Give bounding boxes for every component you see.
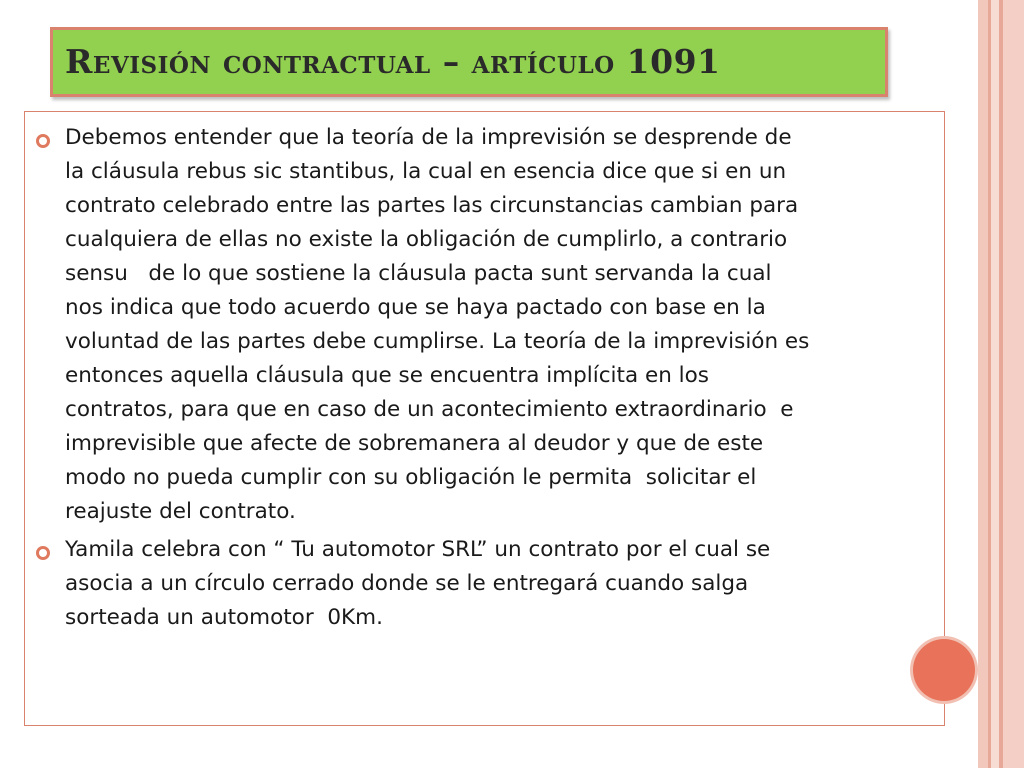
slide-title-banner bbox=[50, 27, 888, 97]
bullet-text-line: entonces aquella cláusula que se encuentra implícita en los bbox=[65, 363, 709, 388]
bullet-item bbox=[25, 121, 935, 529]
bullet-circle-icon bbox=[36, 546, 50, 560]
bullet-text-line: Debemos entender que la teoría de la imprevisión se desprende de bbox=[65, 125, 792, 150]
bullet-text-line: la cláusula rebus sic stantibus, la cual en esencia dice que si en un bbox=[65, 159, 787, 184]
bullet-text-line: contratos, para que en caso de un acontecimiento extraordinario e bbox=[65, 397, 794, 422]
decorative-circle bbox=[913, 639, 975, 701]
bullet-text-line: nos indica que todo acuerdo que se haya pactado con base en la bbox=[65, 295, 766, 320]
decorative-stripe bbox=[978, 0, 988, 768]
bullet-text-line: sorteada un automotor 0Km. bbox=[65, 605, 383, 630]
bullet-text-line: Yamila celebra con “ Tu automotor SRL” un contrato por el cual se bbox=[65, 537, 771, 562]
decorative-stripe bbox=[1003, 0, 1024, 768]
bullet-circle-icon bbox=[36, 134, 50, 148]
decorative-stripe bbox=[991, 0, 999, 768]
bullet-list bbox=[25, 121, 935, 639]
bullet-text-line: asocia a un círculo cerrado donde se le entregará cuando salga bbox=[65, 571, 749, 596]
bullet-text-line: imprevisible que afecte de sobremanera al deudor y que de este bbox=[65, 431, 764, 456]
bullet-text-line: modo no pueda cumplir con su obligación le permita solicitar el bbox=[65, 465, 757, 490]
bullet-text-line: voluntad de las partes debe cumplirse. La teoría de la imprevisión es bbox=[65, 329, 810, 354]
bullet-text-line: sensu de lo que sostiene la cláusula pacta sunt servanda la cual bbox=[65, 261, 772, 286]
bullet-text-line: contrato celebrado entre las partes las circunstancias cambian para bbox=[65, 193, 799, 218]
bullet-text-line: reajuste del contrato. bbox=[65, 499, 296, 524]
slide-title: Revisión contractual – artículo 1091 bbox=[65, 42, 721, 81]
slide-content-box bbox=[24, 111, 945, 726]
bullet-item bbox=[25, 533, 935, 635]
bullet-text-line: cualquiera de ellas no existe la obligación de cumplirlo, a contrario bbox=[65, 227, 788, 252]
